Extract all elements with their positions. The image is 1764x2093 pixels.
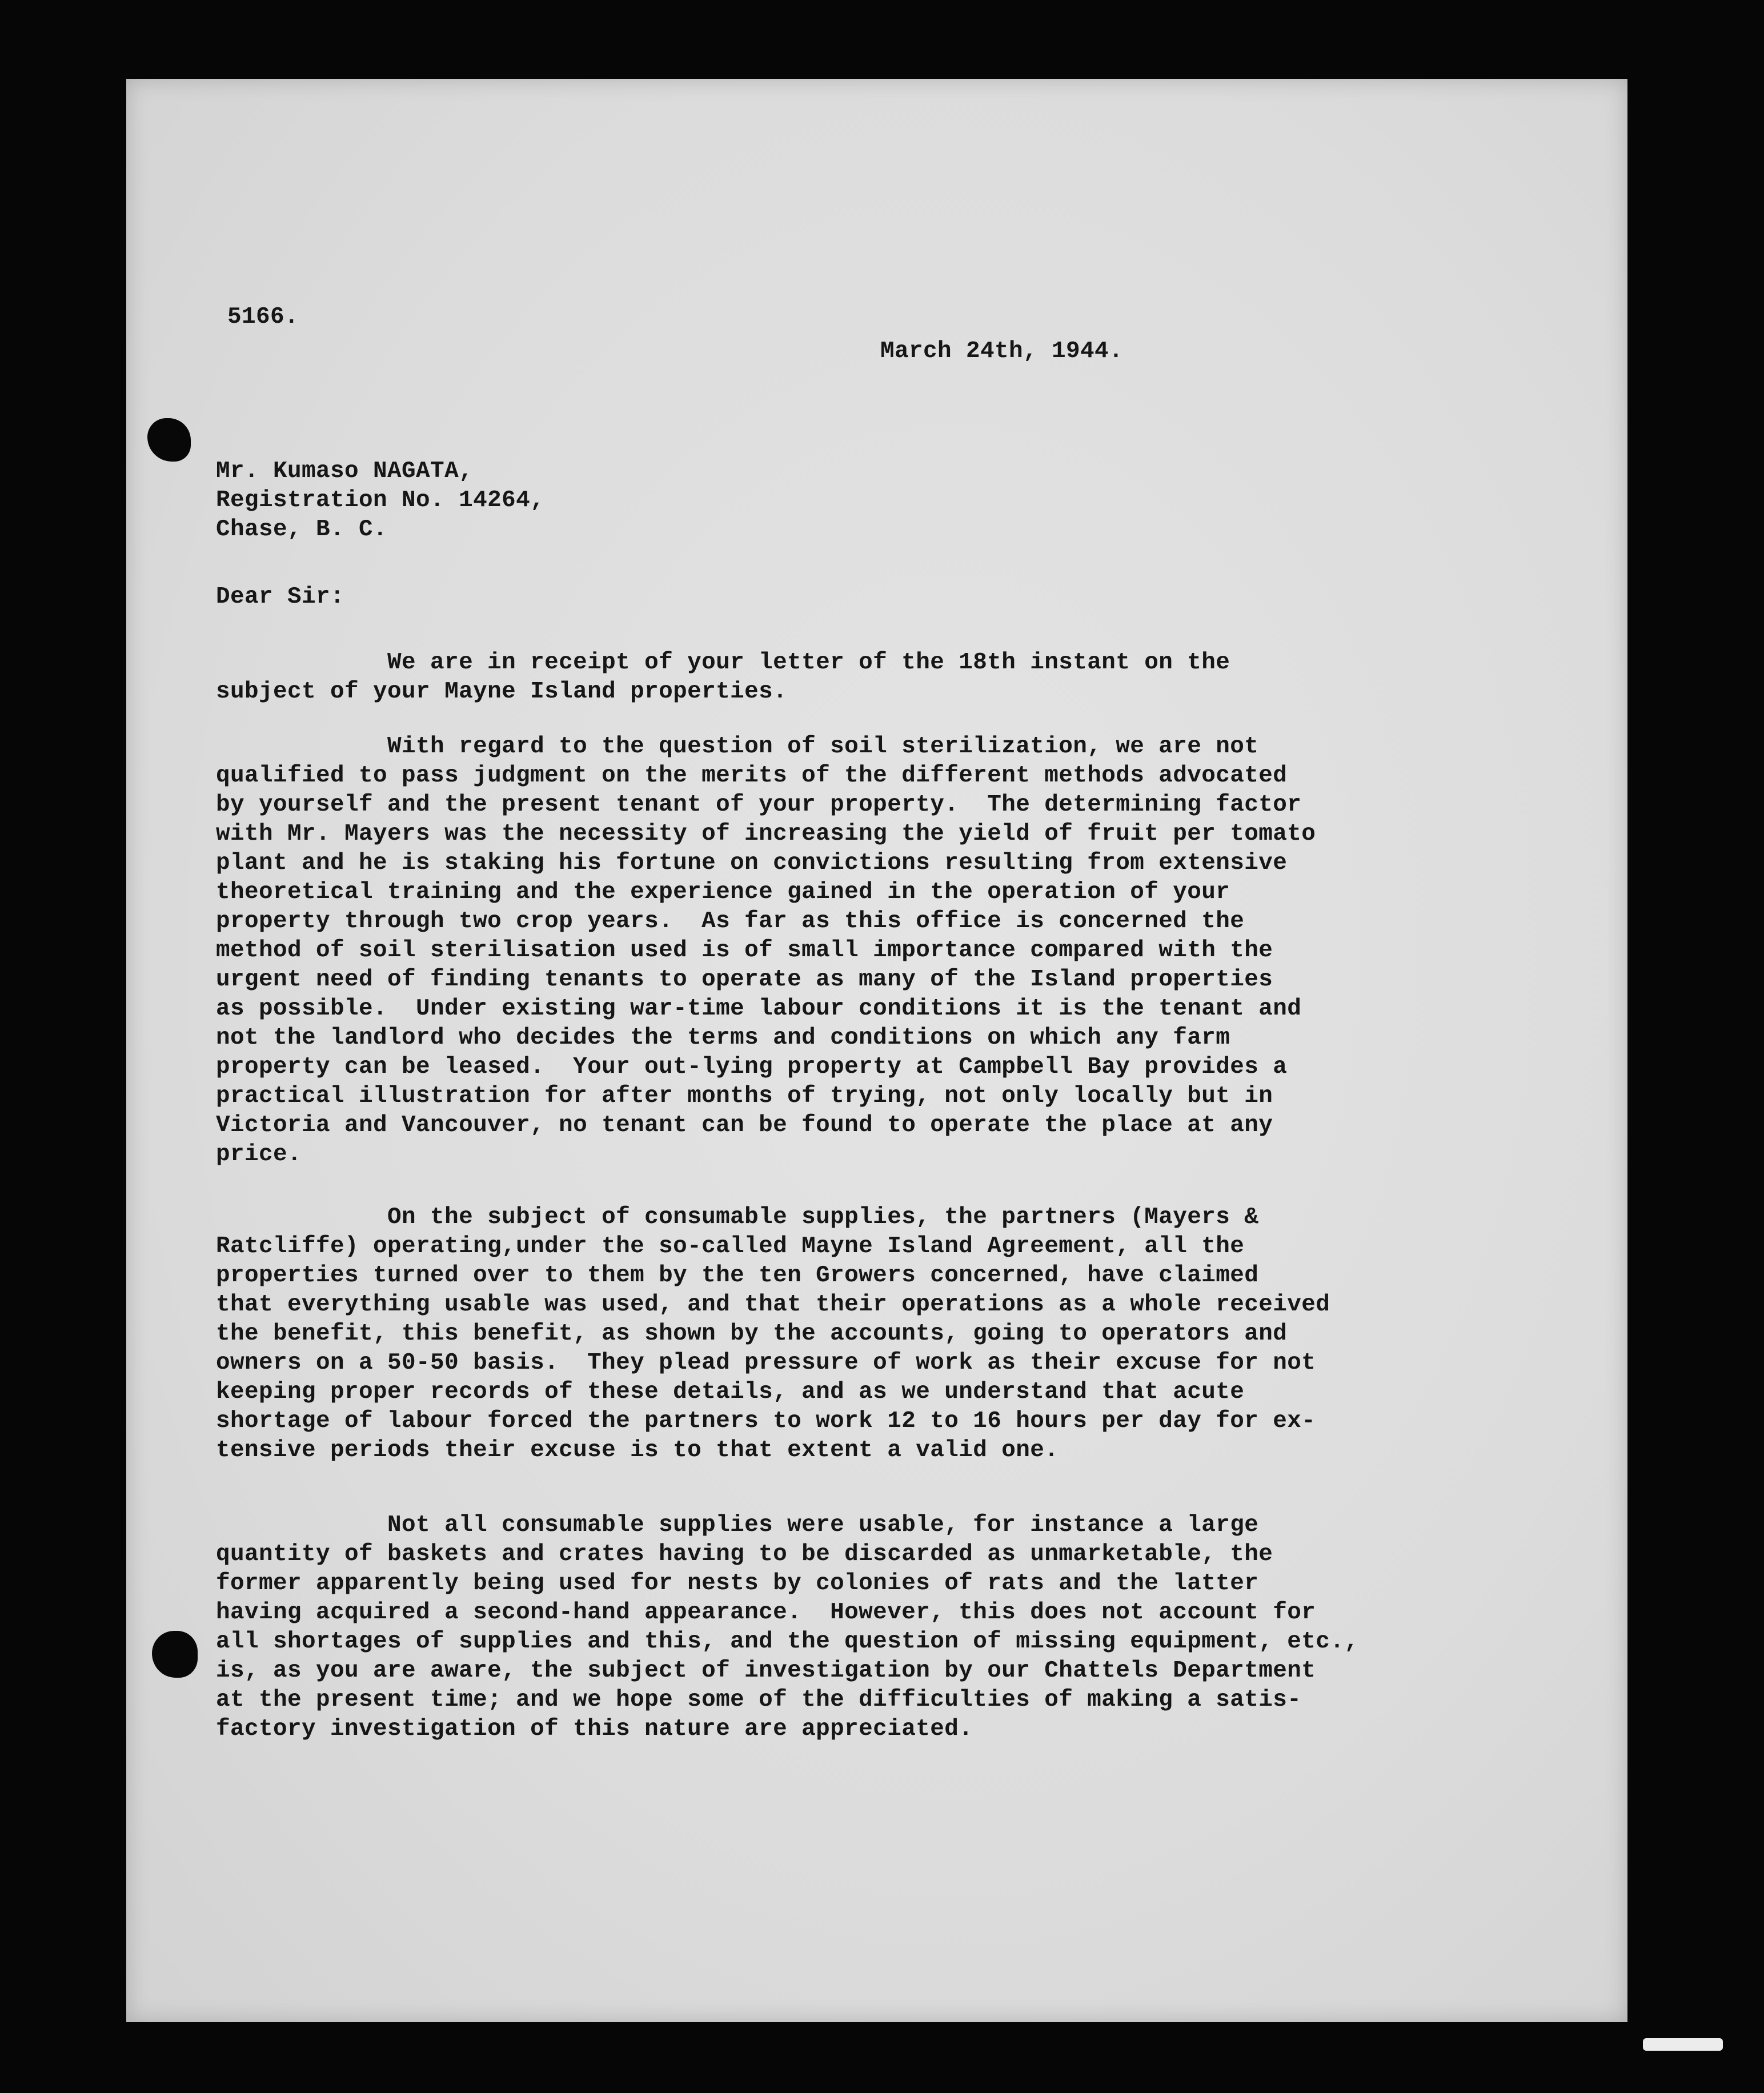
paragraph-line: having acquired a second-hand appearance. However, this does not account for [216, 1599, 1316, 1626]
paragraph-line: With regard to the question of soil sterilization, we are not [216, 733, 1259, 760]
paragraph-line: owners on a 50-50 basis. They plead pressure of work as their excuse for not [216, 1350, 1316, 1376]
address-line-location: Chase, B. C. [216, 516, 388, 543]
paragraph-line: tensive periods their excuse is to that extent a valid one. [216, 1437, 1059, 1464]
paragraph-line: On the subject of consumable supplies, the partners (Mayers & [216, 1204, 1259, 1230]
paragraph-line: properties turned over to them by the ten Growers concerned, have claimed [216, 1262, 1259, 1289]
paragraph-line: as possible. Under existing war-time labour conditions it is the tenant and [216, 996, 1302, 1022]
paragraph-line: plant and he is staking his fortune on convictions resulting from extensive [216, 850, 1288, 876]
paragraph-line: keeping proper records of these details, and as we understand that acute [216, 1379, 1245, 1405]
paragraph-line: property through two crop years. As far as this office is concerned the [216, 908, 1245, 935]
paragraph-line: We are in receipt of your letter of the 18th instant on the [216, 649, 1230, 676]
paragraph-line: at the present time; and we hope some of the difficulties of making a satis- [216, 1687, 1302, 1713]
paragraph-line: former apparently being used for nests by colonies of rats and the latter [216, 1570, 1259, 1597]
paragraph-line: with Mr. Mayers was the necessity of increasing the yield of fruit per tomato [216, 821, 1316, 847]
paragraph-line: practical illustration for after months of trying, not only locally but in [216, 1083, 1273, 1109]
paragraph-line: subject of your Mayne Island properties. [216, 679, 788, 705]
address-line-registration: Registration No. 14264, [216, 487, 545, 514]
paragraph-line: all shortages of supplies and this, and the question of missing equipment, etc., [216, 1629, 1359, 1655]
paragraph-line: method of soil sterilisation used is of small importance compared with the [216, 937, 1273, 964]
paragraph-3 [216, 1203, 1330, 1465]
paragraph-line: that everything usable was used, and that their operations as a whole received [216, 1292, 1330, 1318]
letter-date: March 24th, 1944. [880, 338, 1124, 364]
recipient-address [216, 457, 544, 544]
paragraph-2 [216, 732, 1316, 1169]
salutation: Dear Sir: [216, 584, 345, 610]
paragraph-line: by yourself and the present tenant of your property. The determining factor [216, 792, 1302, 818]
paragraph-line: quantity of baskets and crates having to be discarded as unmarketable, the [216, 1541, 1273, 1567]
file-number: 5166. [227, 304, 299, 330]
paragraph-line: urgent need of finding tenants to operate as many of the Island properties [216, 967, 1273, 993]
paragraph-line: qualified to pass judgment on the merits of the different methods advocated [216, 763, 1288, 789]
paragraph-line: price. [216, 1141, 302, 1168]
paragraph-4 [216, 1511, 1358, 1744]
film-edge-mark [1643, 2038, 1723, 2051]
paragraph-line: shortage of labour forced the partners to work 12 to 16 hours per day for ex- [216, 1408, 1316, 1434]
paragraph-line: is, as you are aware, the subject of investigation by our Chattels Department [216, 1658, 1316, 1684]
paragraph-line: not the landlord who decides the terms and conditions on which any farm [216, 1025, 1230, 1051]
paragraph-line: Ratcliffe) operating,under the so-called Mayne Island Agreement, all the [216, 1233, 1245, 1260]
paragraph-line: the benefit, this benefit, as shown by the accounts, going to operators and [216, 1321, 1288, 1347]
address-line-name: Mr. Kumaso NAGATA, [216, 458, 474, 484]
paragraph-line: property can be leased. Your out-lying property at Campbell Bay provides a [216, 1054, 1288, 1080]
paragraph-1 [216, 648, 1230, 707]
paragraph-line: theoretical training and the experience gained in the operation of your [216, 879, 1230, 905]
paragraph-line: Victoria and Vancouver, no tenant can be found to operate the place at any [216, 1112, 1273, 1138]
punch-hole-bottom [152, 1631, 198, 1678]
paragraph-line: factory investigation of this nature are appreciated. [216, 1716, 973, 1742]
paragraph-line: Not all consumable supplies were usable, for instance a large [216, 1512, 1259, 1538]
